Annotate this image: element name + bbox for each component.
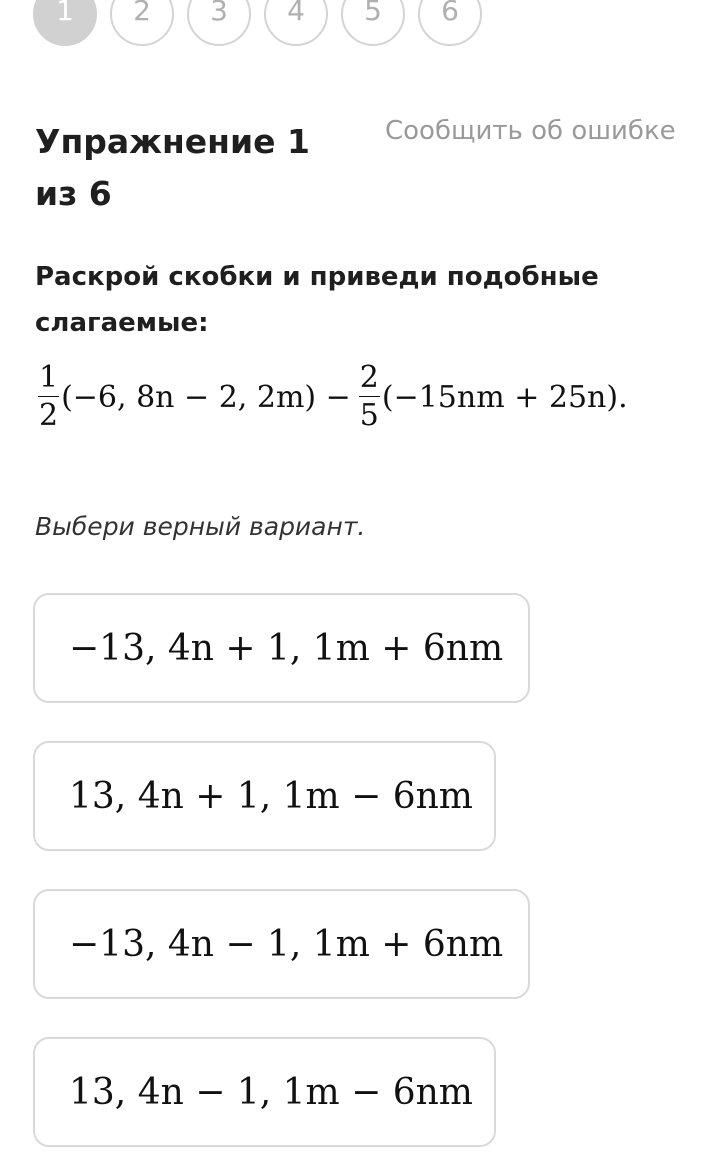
answer-option-2[interactable]: 13, 4n + 1, 1m − 6nm — [33, 741, 496, 851]
task-instruction — [35, 254, 655, 346]
answer-option-3[interactable]: −13, 4n − 1, 1m + 6nm — [33, 889, 530, 999]
fraction-two-fifths — [359, 360, 380, 433]
fraction-denominator: 2 — [39, 398, 59, 433]
step-3[interactable]: 3 — [187, 0, 251, 46]
step-6[interactable]: 6 — [418, 0, 482, 46]
expression-part-2: (−15nm + 25n). — [381, 379, 628, 415]
fraction-one-half — [38, 360, 59, 433]
expression-part-1: (−6, 8n − 2, 2m) − — [61, 379, 351, 415]
fraction-numerator: 1 — [39, 360, 59, 395]
step-4[interactable]: 4 — [264, 0, 328, 46]
choose-hint: Выбери верный вариант. — [35, 512, 366, 541]
report-error-link[interactable]: Сообщить об ошибке — [385, 116, 676, 146]
instruction-line-2: слагаемые: — [35, 308, 209, 338]
page-title — [35, 116, 335, 220]
math-expression — [36, 360, 628, 433]
fraction-numerator: 2 — [359, 360, 379, 395]
title-line-1: Упражнение 1 — [35, 122, 310, 161]
exercise-stepper — [33, 0, 482, 46]
step-2[interactable]: 2 — [110, 0, 174, 46]
step-5[interactable]: 5 — [341, 0, 405, 46]
title-line-2: из 6 — [35, 174, 112, 213]
fraction-denominator: 5 — [359, 398, 379, 433]
step-1[interactable]: 1 — [33, 0, 97, 46]
instruction-line-1: Раскрой скобки и приведи подобные — [35, 262, 599, 292]
answer-option-1[interactable]: −13, 4n + 1, 1m + 6nm — [33, 593, 530, 703]
answer-option-4[interactable]: 13, 4n − 1, 1m − 6nm — [33, 1037, 496, 1147]
